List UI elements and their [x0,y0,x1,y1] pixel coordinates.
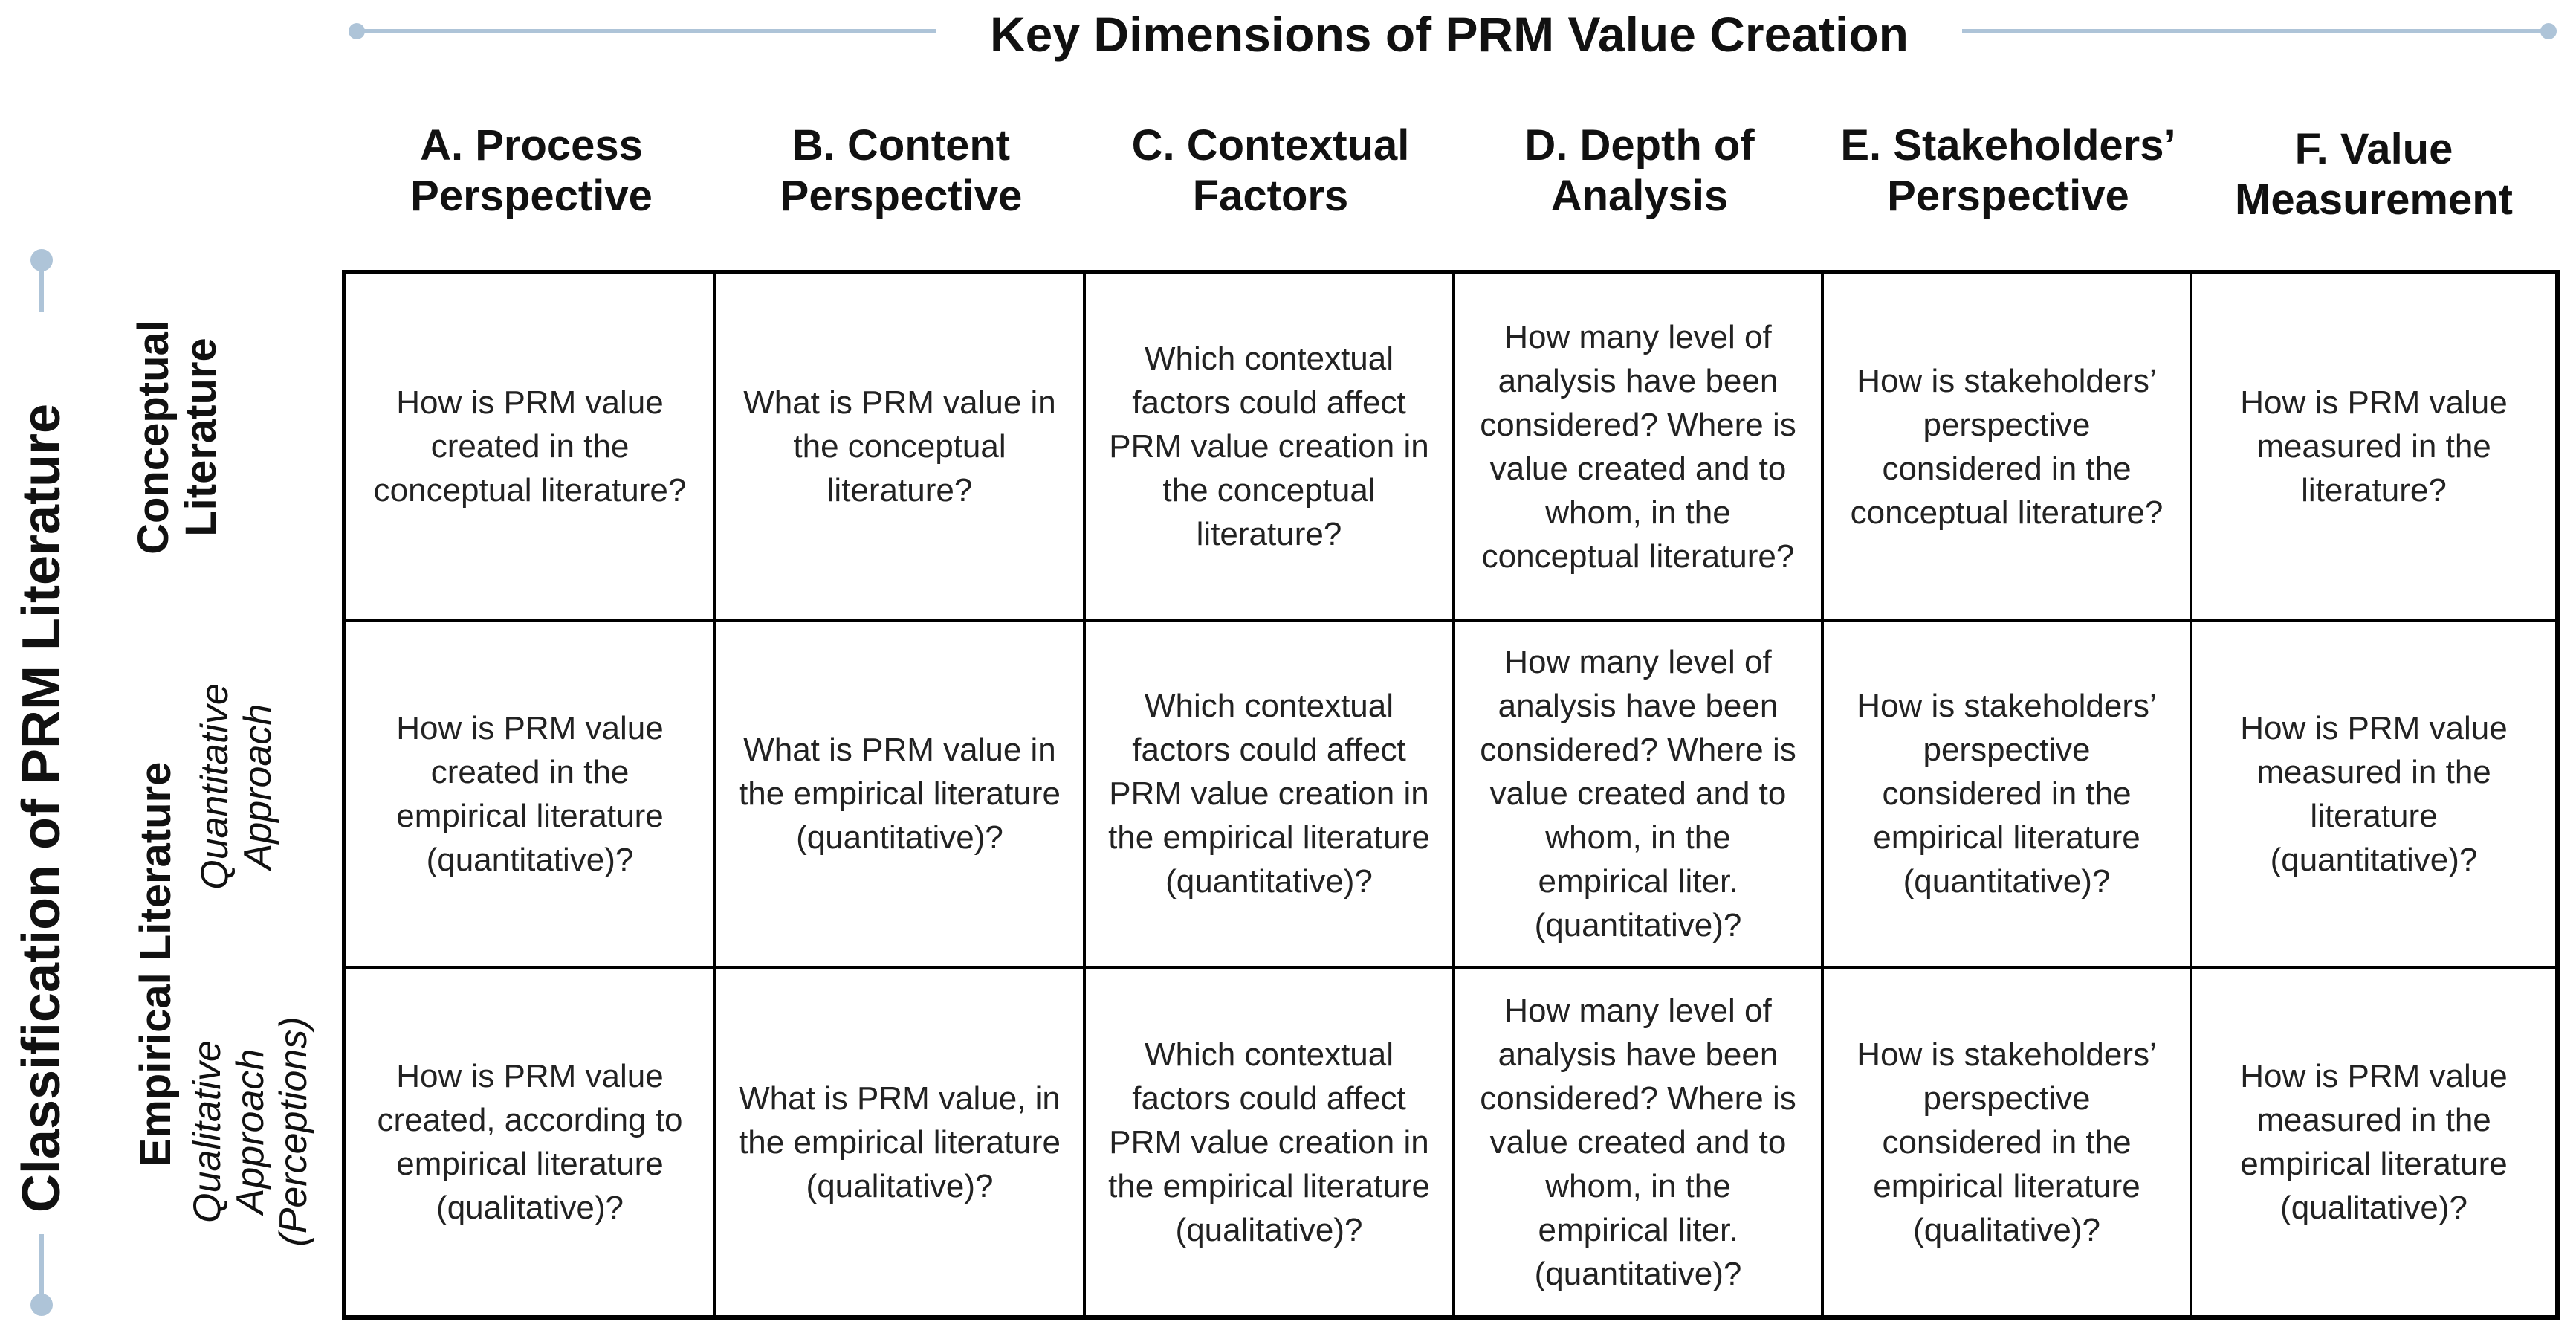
grid-cell: How is PRM value created in the conceptual literature? [346,274,716,622]
row-label-qualitative-line1: Qualitative [186,1040,229,1223]
column-header-e [1824,112,2192,230]
row-label-qualitative-line3: (Perceptions) [272,1016,315,1247]
column-header-c [1086,112,1455,230]
column-header-b [716,112,1086,230]
column-header-b-line2: Perspective [780,172,1023,220]
row-label-quantitative-line1: Quantitative [193,683,236,890]
row-label-qualitative [186,1016,315,1246]
column-header-a-line1: A. Process [420,121,643,170]
column-header-a-line2: Perspective [410,172,653,220]
column-header-b-line1: B. Content [792,121,1011,170]
grid-cell: How many level of analysis have been considered? Where is value created and to whom, in the empirical liter. (quantitative)? [1455,969,1824,1315]
grid-cell: How is PRM value measured in the empirical literature (qualitative)? [2240,1058,2508,1226]
column-header-d [1455,112,1824,230]
side-rule-bottom-cap [30,1294,53,1316]
grid-cell: How is stakeholders’ perspective considered in the empirical literature (quantitative)? [1824,622,2192,969]
grid-cell: Which contextual factors could affect PRM value creation in the empirical literature (quantitative)? [1086,622,1455,969]
row-label-conceptual [130,320,225,555]
diagram-title: Key Dimensions of PRM Value Creation [990,7,1909,62]
column-header-e-line1: E. Stakeholders’ [1840,121,2176,170]
grid-cell: How is PRM value created in the empirical literature (quantitative)? [346,622,716,969]
column-header-e-line2: Perspective [1887,172,2129,220]
grid-cell: How is PRM value measured in the literature (quantitative)? [2192,622,2555,969]
grid-cell: How many level of analysis have been considered? Where is value created and to whom, in the empirical liter. (quantitative)? [1455,622,1824,969]
grid-cell: How many level of analysis have been considered? Where is value created and to whom, in the conceptual literature? [1455,274,1824,622]
grid-cell: What is PRM value in the conceptual literature? [716,274,1086,622]
grid-cell: How is stakeholders’ perspective considered in the empirical literature (qualitative)? [1824,969,2192,1315]
grid-cell: Which contextual factors could affect PRM value creation in the empirical literature (qualitative)? [1086,969,1455,1315]
column-header-d-line1: D. Depth of [1524,121,1755,170]
row-label-quantitative-line2: Approach [236,703,279,870]
grid-cell: How is PRM value measured in the literature? [2192,274,2555,622]
column-header-c-line2: Factors [1192,172,1349,220]
column-header-f-line2: Measurement [2235,175,2513,224]
row-group-label-empirical: Empirical Literature [132,761,180,1167]
grid-cell: Which contextual factors could affect PRM value creation in the conceptual literature? [1086,274,1455,622]
column-header-f-line1: F. Value [2294,125,2453,173]
row-label-conceptual-line2: Literature [177,338,225,537]
side-title: Classification of PRM Literature [12,403,71,1213]
grid-cell: What is PRM value, in the empirical literature (qualitative)? [716,969,1086,1315]
side-rule-top-cap [30,249,53,271]
row-label-qualitative-line2: Approach [229,1048,272,1215]
title-rule-right [1962,29,2549,33]
title-rule-right-dot [2540,23,2557,39]
column-header-d-line2: Analysis [1550,172,1729,220]
column-header-c-line1: C. Contextual [1131,121,1410,170]
row-label-quantitative [193,683,279,890]
grid-cell: What is PRM value in the empirical literature (quantitative)? [716,622,1086,969]
grid-cell: How is PRM value created, according to empirical literature (qualitative)? [346,969,716,1315]
title-rule-left-dot [349,23,365,39]
row-label-conceptual-line1: Conceptual [129,320,178,555]
title-rule-left [357,29,936,33]
dimensions-grid [342,270,2560,1320]
grid-cell: How is stakeholders’ perspective considered in the conceptual literature? [1824,274,2192,622]
column-header-a [346,112,716,230]
column-header-f [2192,115,2555,234]
